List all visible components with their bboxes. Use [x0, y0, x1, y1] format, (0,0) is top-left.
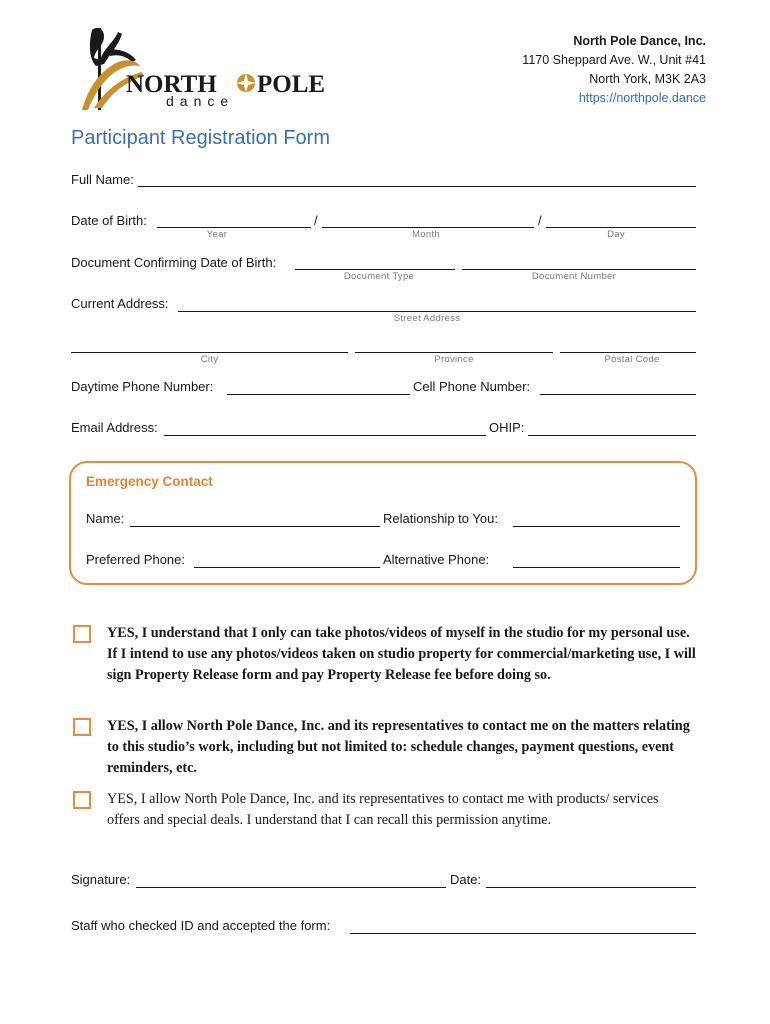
dob-day-caption: Day: [607, 229, 625, 240]
dob-label: Date of Birth:: [71, 213, 147, 228]
date-label: Date:: [450, 872, 482, 887]
emergency-name-field[interactable]: [130, 526, 380, 527]
postal-code-field[interactable]: [560, 352, 696, 353]
city-caption: City: [200, 354, 219, 365]
province-field[interactable]: [355, 352, 553, 353]
date-field[interactable]: [486, 887, 696, 888]
logo-text-north: NORTH: [126, 71, 217, 98]
cell-phone-label: Cell Phone Number:: [413, 379, 531, 394]
consent-photos-text: YES, I understand that I only can take photos/videos of myself in the studio for my personal use. If I intend to use any photos/videos taken on studio property for commercial/marketing use, I will sign Property Release form and pay Property Release fee before doing so.: [107, 625, 696, 683]
province-caption: Province: [434, 354, 474, 365]
consent-marketing-checkbox[interactable]: [73, 791, 91, 809]
daytime-phone-field[interactable]: [227, 394, 410, 395]
dob-year-caption: Year: [206, 229, 228, 240]
consent-photos-checkbox[interactable]: [73, 625, 91, 643]
company-url-link[interactable]: https://northpole.dance: [578, 91, 706, 105]
consent-contact-checkbox[interactable]: [73, 718, 91, 736]
city-field[interactable]: [71, 352, 348, 353]
relationship-field[interactable]: [513, 526, 680, 527]
cell-phone-field[interactable]: [540, 394, 696, 395]
company-address-line-1: 1170 Sheppard Ave. W., Unit #41: [522, 53, 706, 67]
dob-month-caption: Month: [412, 229, 440, 240]
relationship-label: Relationship to You:: [383, 511, 498, 526]
alternative-phone-field[interactable]: [513, 567, 680, 568]
staff-label: Staff who checked ID and accepted the form:: [71, 918, 331, 933]
signature-field[interactable]: [136, 887, 446, 888]
emergency-contact-title: Emergency Contact: [86, 474, 213, 489]
company-info: [522, 32, 706, 108]
doc-type-caption: Document Type: [343, 271, 415, 282]
staff-field[interactable]: [350, 933, 696, 934]
dob-separator-1: /: [314, 213, 318, 228]
company-logo: [74, 26, 334, 114]
full-name-label: Full Name:: [71, 172, 134, 187]
consent-contact-text: YES, I allow North Pole Dance, Inc. and its representatives to contact me on the matters relating to this studio’s work, including but not limited to: schedule changes, payment questions, event reminders, etc.: [107, 718, 690, 776]
street-address-field[interactable]: [178, 311, 696, 312]
company-address-line-2: North York, M3K 2A3: [589, 72, 706, 86]
doc-type-field[interactable]: [295, 269, 455, 270]
doc-number-caption: Document Number: [531, 271, 617, 282]
preferred-phone-label: Preferred Phone:: [86, 552, 186, 567]
doc-confirm-label: Document Confirming Date of Birth:: [71, 255, 277, 270]
form-title: Participant Registration Form: [71, 127, 330, 149]
star-icon: [236, 73, 256, 93]
current-address-label: Current Address:: [71, 296, 169, 311]
ohip-field[interactable]: [528, 435, 696, 436]
street-address-caption: Street Address: [393, 313, 461, 324]
daytime-phone-label: Daytime Phone Number:: [71, 379, 214, 394]
alternative-phone-label: Alternative Phone:: [383, 552, 490, 567]
postal-code-caption: Postal Code: [604, 354, 660, 365]
preferred-phone-field[interactable]: [194, 567, 380, 568]
emergency-name-label: Name:: [86, 511, 125, 526]
doc-number-field[interactable]: [462, 269, 696, 270]
signature-label: Signature:: [71, 872, 131, 887]
dob-month-field[interactable]: [322, 227, 534, 228]
email-label: Email Address:: [71, 420, 158, 435]
logo-text-pole: POLE: [257, 71, 326, 98]
dob-day-field[interactable]: [546, 227, 696, 228]
consent-marketing-text: YES, I allow North Pole Dance, Inc. and its representatives to contact me with products/ services offers and special deals. I understand that I can recall this permission anytime.: [107, 791, 659, 828]
email-field[interactable]: [164, 435, 486, 436]
full-name-field[interactable]: [138, 186, 696, 187]
dob-year-field[interactable]: [157, 227, 311, 228]
dob-separator-2: /: [538, 213, 542, 228]
ohip-label: OHIP:: [489, 420, 525, 435]
company-name: North Pole Dance, Inc.: [573, 34, 706, 48]
logo-text-dance: dance: [166, 93, 235, 109]
